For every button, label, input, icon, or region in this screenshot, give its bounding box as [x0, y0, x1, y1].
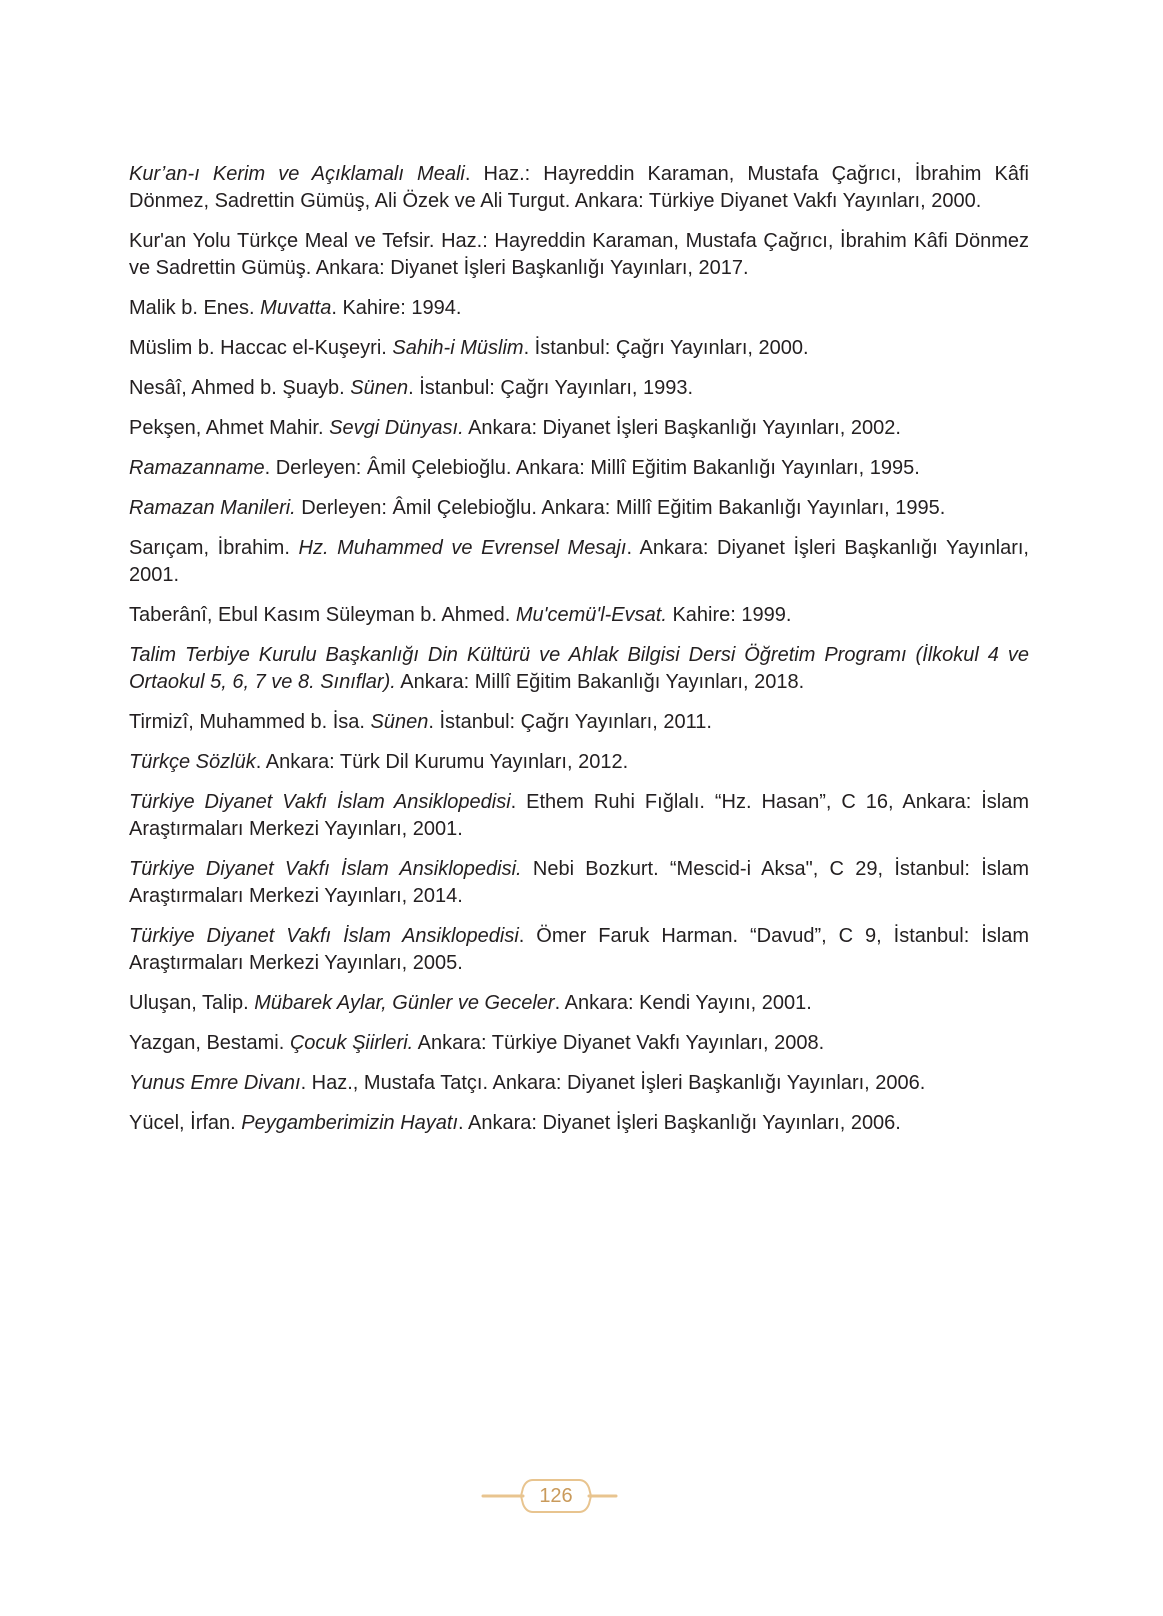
bibliography-entry: [129, 161, 1029, 215]
entry-text: Müslim b. Haccac el-Kuşeyri.: [129, 337, 393, 359]
entry-title: Sünen: [350, 377, 409, 399]
entry-title: Peygamberimizin Hayatı: [241, 1112, 459, 1134]
entry-title: Kur’an-ı Kerim ve Açıklamalı Meali: [129, 163, 465, 185]
bibliography-list: [129, 161, 1029, 1150]
bibliography-entry: [129, 375, 1029, 402]
bibliography-entry: [129, 1070, 1029, 1097]
entry-text: Ankara: Diyanet İşleri Başkanlığı Yayınları, 2002.: [463, 417, 901, 439]
entry-title: Yunus Emre Divanı: [129, 1072, 301, 1094]
entry-text: . Ankara: Diyanet İşleri Başkanlığı Yayınları, 2006.: [458, 1112, 901, 1134]
bibliography-entry: [129, 789, 1029, 843]
entry-text: Kur'an Yolu Türkçe Meal ve Tefsir. Haz.: Hayreddin Karaman, Mustafa Çağrıcı, İbrahim Kâfi Dönmez ve Sadrettin Gümüş. Ankara: Diyanet İşleri Başkanlığı Yayınları, 2017.: [129, 230, 1029, 279]
bibliography-entry: [129, 1110, 1029, 1137]
bibliography-entry: [129, 709, 1029, 736]
bibliography-entry: [129, 923, 1029, 977]
entry-text: . Ethem Ruhi Fığlalı. “Hz. Hasan”, C 16, Ankara: İslam Araştırmaları Merkezi Yayınları, 2001.: [129, 791, 1030, 840]
page-number-ornament-icon: [0, 1476, 1163, 1516]
entry-text: . Haz., Mustafa Tatçı. Ankara: Diyanet İşleri Başkanlığı Yayınları, 2006.: [300, 1072, 926, 1094]
entry-text: . İstanbul: Çağrı Yayınları, 2000.: [523, 337, 809, 359]
entry-title: Türkçe Sözlük: [129, 751, 256, 773]
entry-text: . İstanbul: Çağrı Yayınları, 2011.: [428, 711, 712, 733]
entry-title: Mübarek Aylar, Günler ve Geceler: [254, 992, 555, 1014]
bibliography-entry: [129, 990, 1029, 1017]
bibliography-entry: [129, 455, 1029, 482]
entry-text: Ankara: Millî Eğitim Bakanlığı Yayınları, 2018.: [395, 671, 805, 693]
entry-text: Malik b. Enes.: [129, 297, 261, 319]
entry-title: Çocuk Şiirleri.: [289, 1032, 414, 1054]
entry-title: Muvatta: [260, 297, 332, 319]
bibliography-entry: [129, 295, 1029, 322]
entry-text: Nesâî, Ahmed b. Şuayb.: [129, 377, 351, 399]
entry-text: Nebi Bozkurt. “Mescid-i Aksa", C 29, İstanbul: İslam Araştırmaları Merkezi Yayınları, 2014.: [129, 858, 1029, 907]
bibliography-entry: [129, 335, 1029, 362]
entry-text: . Haz.: Hayreddin Karaman, Mustafa Çağrıcı, İbrahim Kâfi Dönmez, Sadrettin Gümüş, Ali Özek ve Ali Turgut. Ankara: Türkiye Diyanet Vakfı Yayınları, 2000.: [129, 163, 1029, 212]
page-footer: [0, 1476, 1163, 1516]
entry-text: Uluşan, Talip.: [129, 992, 255, 1014]
entry-title: Türkiye Diyanet Vakfı İslam Ansiklopedisi: [129, 925, 519, 947]
entry-title: Mu'cemü'l-Evsat.: [515, 604, 667, 626]
entry-text: Yücel, İrfan.: [129, 1112, 242, 1134]
entry-title: Sahih-i Müslim: [392, 337, 524, 359]
entry-title: Türkiye Diyanet Vakfı İslam Ansiklopedisi.: [129, 858, 522, 880]
entry-text: Pekşen, Ahmet Mahir.: [129, 417, 330, 439]
entry-text: . Ankara: Diyanet İşleri Başkanlığı Yayınları, 2001.: [129, 537, 1029, 586]
entry-title: Sünen: [370, 711, 429, 733]
bibliography-entry: [129, 535, 1029, 589]
entry-text: . Kahire: 1994.: [331, 297, 462, 319]
entry-text: Ankara: Türkiye Diyanet Vakfı Yayınları, 2008.: [413, 1032, 825, 1054]
entry-title: Hz. Muhammed ve Evrensel Mesajı: [298, 537, 627, 559]
bibliography-entry: [129, 228, 1029, 282]
entry-title: Talim Terbiye Kurulu Başkanlığı Din Kültürü ve Ahlak Bilgisi Dersi Öğretim Programı (İlkokul 4 ve Ortaokul 5, 6, 7 ve 8. Sınıflar).: [129, 644, 1029, 693]
bibliography-entry: [129, 1030, 1029, 1057]
bibliography-entry: [129, 495, 1029, 522]
bibliography-entry: [129, 415, 1029, 442]
entry-text: . İstanbul: Çağrı Yayınları, 1993.: [408, 377, 694, 399]
bibliography-entry: [129, 642, 1029, 696]
entry-text: . Ömer Faruk Harman. “Davud”, C 9, İstanbul: İslam Araştırmaları Merkezi Yayınları, 2005.: [129, 925, 1029, 974]
entry-text: Kahire: 1999.: [666, 604, 792, 626]
entry-text: Sarıçam, İbrahim.: [129, 537, 299, 559]
page-number: 126: [539, 1485, 573, 1507]
entry-text: Tirmizî, Muhammed b. İsa.: [129, 711, 371, 733]
entry-text: Taberânî, Ebul Kasım Süleyman b. Ahmed.: [129, 604, 516, 626]
entry-title: Ramazan Manileri.: [129, 497, 296, 519]
entry-text: . Derleyen: Âmil Çelebioğlu. Ankara: Millî Eğitim Bakanlığı Yayınları, 1995.: [264, 457, 920, 479]
entry-title: Ramazanname: [129, 457, 265, 479]
bibliography-entry: [129, 856, 1029, 910]
entry-text: Yazgan, Bestami.: [129, 1032, 290, 1054]
entry-title: Sevgi Dünyası.: [329, 417, 464, 439]
entry-title: Türkiye Diyanet Vakfı İslam Ansiklopedisi: [129, 791, 511, 813]
entry-text: . Ankara: Kendi Yayını, 2001.: [554, 992, 812, 1014]
bibliography-entry: [129, 749, 1029, 776]
entry-text: Derleyen: Âmil Çelebioğlu. Ankara: Millî Eğitim Bakanlığı Yayınları, 1995.: [295, 497, 946, 519]
bibliography-entry: [129, 602, 1029, 629]
entry-text: . Ankara: Türk Dil Kurumu Yayınları, 2012.: [255, 751, 629, 773]
